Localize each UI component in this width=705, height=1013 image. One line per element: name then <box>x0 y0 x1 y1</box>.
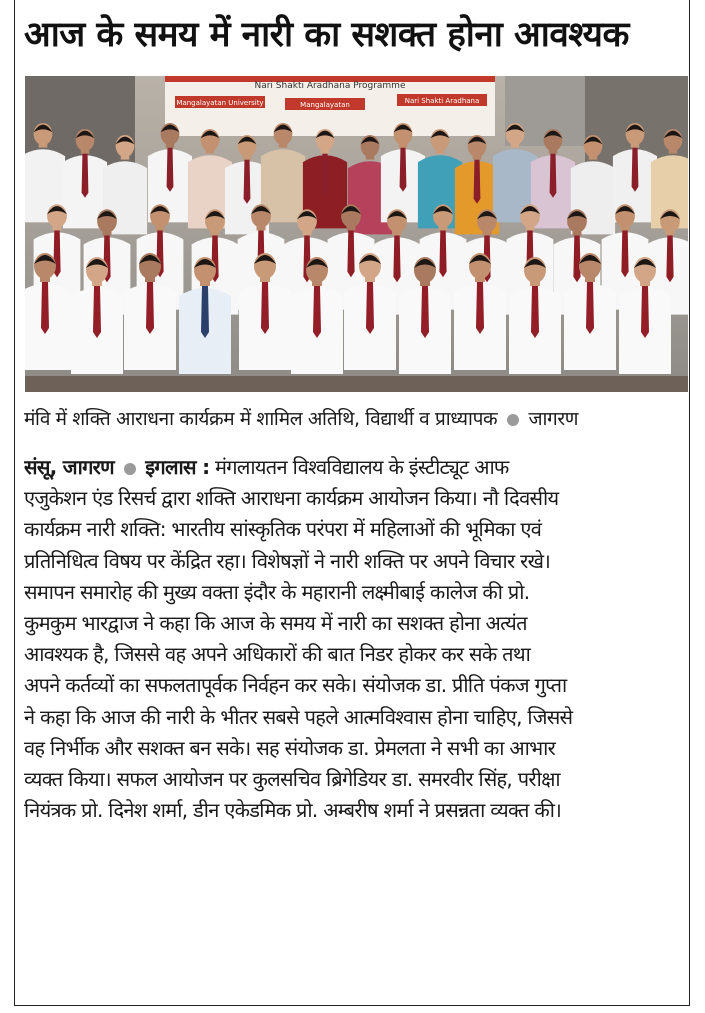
article-body <box>24 452 688 826</box>
group-photo-illustration <box>25 76 688 392</box>
caption-text: मंवि में शक्ति आराधना कार्यक्रम में शामिल अतिथि, विद्यार्थी व प्राध्यापक <box>24 408 498 430</box>
article-line-first <box>24 452 688 483</box>
article-line: अपने कर्तव्यों का सफलतापूर्वक निर्वहन कर सके। संयोजक डा. प्रीति पंकज गुप्ता <box>24 673 567 698</box>
dateline-place: इगलास : <box>145 455 210 479</box>
photo-floor <box>25 376 688 392</box>
board-left-text: Mangalayatan University <box>176 99 264 107</box>
byline: संसू, जागरण <box>24 455 114 479</box>
bullet-dot-icon <box>507 414 519 426</box>
article-line: व्यक्त किया। सफल आयोजन पर कुलसचिव ब्रिगेडियर डा. समरवीर सिंह, परीक्षा <box>24 767 560 792</box>
article-line: वह निर्भीक और सशक्त बन सके। सह संयोजक डा. प्रेमलता ने सभी का आभार <box>24 735 556 760</box>
board-right-text: Nari Shakti Aradhana <box>404 97 480 105</box>
caption-credit: जागरण <box>528 408 579 430</box>
bullet-dot-icon <box>124 463 136 475</box>
photo-caption <box>24 404 688 434</box>
headline: आज के समय में नारी का सशक्त होना आवश्यक <box>24 15 629 55</box>
article-line: प्रतिनिधित्व विषय पर केंद्रित रहा। विशेषज्ञों ने नारी शक्ति पर अपने विचार रखे। <box>24 548 551 573</box>
article-line: कार्यक्रम नारी शक्ति: भारतीय सांस्कृतिक परंपरा में महिलाओं की भूमिका एवं <box>24 517 542 542</box>
article-line: एजुकेशन एंड रिसर्च द्वारा शक्ति आराधना कार्यक्रम आयोजन किया। नौ दिवसीय <box>24 486 559 511</box>
board-center-text: Mangalayatan <box>300 101 350 109</box>
group-photo <box>25 76 688 392</box>
article-line: समापन समारोह की मुख्य वक्ता इंदौर के महारानी लक्ष्मीबाई कालेज की प्रो. <box>24 579 530 604</box>
article-line: कुमकुम भारद्वाज ने कहा कि आज के समय में नारी का सशक्त होना अत्यंत <box>24 611 527 636</box>
article-line: नियंत्रक प्रो. दिनेश शर्मा, डीन एकेडमिक प्रो. अम्बरीष शर्मा ने प्रसन्नता व्यक्त की। <box>24 798 562 823</box>
banner-text: Nari Shakti Aradhana Programme <box>254 81 406 91</box>
article-line: आवश्यक है, जिससे वह अपने अधिकारों की बात निडर होकर कर सके तथा <box>24 642 531 667</box>
article-line: मंगलायतन विश्वविद्यालय के इंस्टीट्यूट आफ <box>215 455 509 479</box>
article-line: ने कहा कि आज की नारी के भीतर सबसे पहले आत्मविश्वास होना चाहिए, जिससे <box>24 704 573 729</box>
